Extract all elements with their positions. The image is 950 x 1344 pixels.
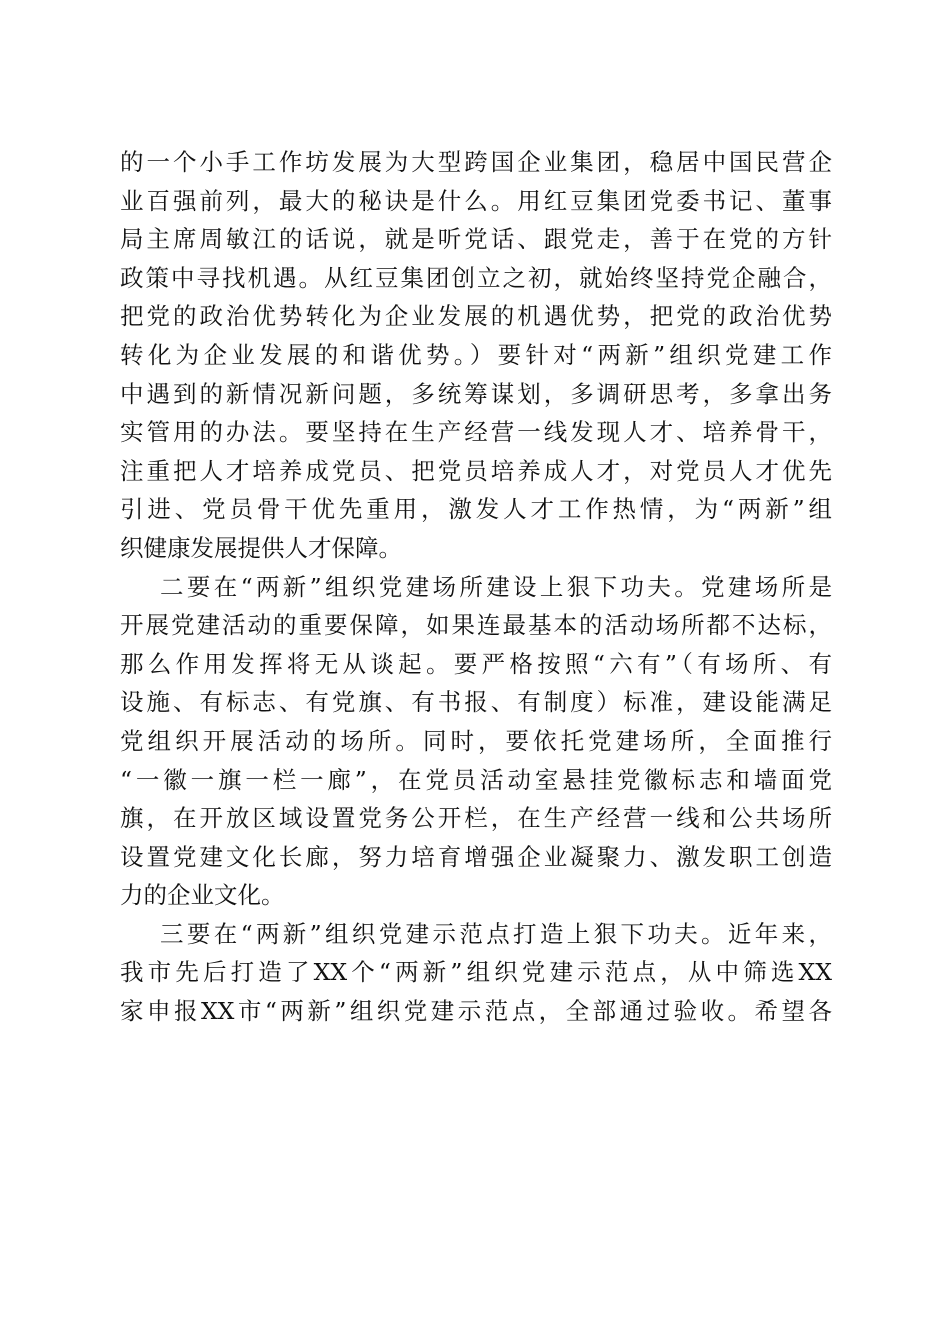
text-line: 政策中寻找机遇。从红豆集团创立之初，就始终坚持党企融合， xyxy=(120,263,832,292)
text-line: 我市先后打造了XX个“两新”组织党建示范点，从中筛选XX xyxy=(120,958,832,987)
text-line: 局主席周敏江的话说，就是听党话、跟党走，善于在党的方针 xyxy=(120,225,832,254)
paragraph-end-line: 织健康发展提供人才保障。 xyxy=(120,533,402,562)
text-line: 旗，在开放区域设置党务公开栏，在生产经营一线和公共场所 xyxy=(120,804,832,833)
paragraph-end-line: 力的企业文化。 xyxy=(120,881,285,910)
text-line: 注重把人才培养成党员、把党员培养成人才，对党员人才优先 xyxy=(120,456,832,485)
paragraph-start-line: 二要在“两新”组织党建场所建设上狠下功夫。党建场所是 xyxy=(160,572,832,601)
text-line: 党组织开展活动的场所。同时，要依托党建场所，全面推行 xyxy=(120,726,832,755)
text-line: 那么作用发挥将无从谈起。要严格按照“六有”（有场所、有 xyxy=(120,649,832,678)
text-line: 引进、党员骨干优先重用，激发人才工作热情，为“两新”组 xyxy=(120,495,832,524)
paragraph-start-line: 三要在“两新”组织党建示范点打造上狠下功夫。近年来， xyxy=(160,919,832,948)
document-page xyxy=(120,143,832,1031)
text-line: 家申报XX市“两新”组织党建示范点，全部通过验收。希望各 xyxy=(120,997,832,1026)
text-line: 实管用的办法。要坚持在生产经营一线发现人才、培养骨干， xyxy=(120,418,832,447)
text-line: 开展党建活动的重要保障，如果连最基本的活动场所都不达标， xyxy=(120,611,832,640)
text-line: 把党的政治优势转化为企业发展的机遇优势，把党的政治优势 xyxy=(120,302,832,331)
text-line: 转化为企业发展的和谐优势。）要针对“两新”组织党建工作 xyxy=(120,340,832,369)
text-line: 业百强前列，最大的秘诀是什么。用红豆集团党委书记、董事 xyxy=(120,186,832,215)
text-line: 设施、有标志、有党旗、有书报、有制度）标准，建设能满足 xyxy=(120,688,832,717)
text-line: 的一个小手工作坊发展为大型跨国企业集团，稳居中国民营企 xyxy=(120,148,832,176)
text-line: 设置党建文化长廊，努力培育增强企业凝聚力、激发职工创造 xyxy=(120,842,832,871)
text-line: “一徽一旗一栏一廊”，在党员活动室悬挂党徽标志和墙面党 xyxy=(120,765,832,794)
text-line: 中遇到的新情况新问题，多统筹谋划，多调研思考，多拿出务 xyxy=(120,379,832,408)
